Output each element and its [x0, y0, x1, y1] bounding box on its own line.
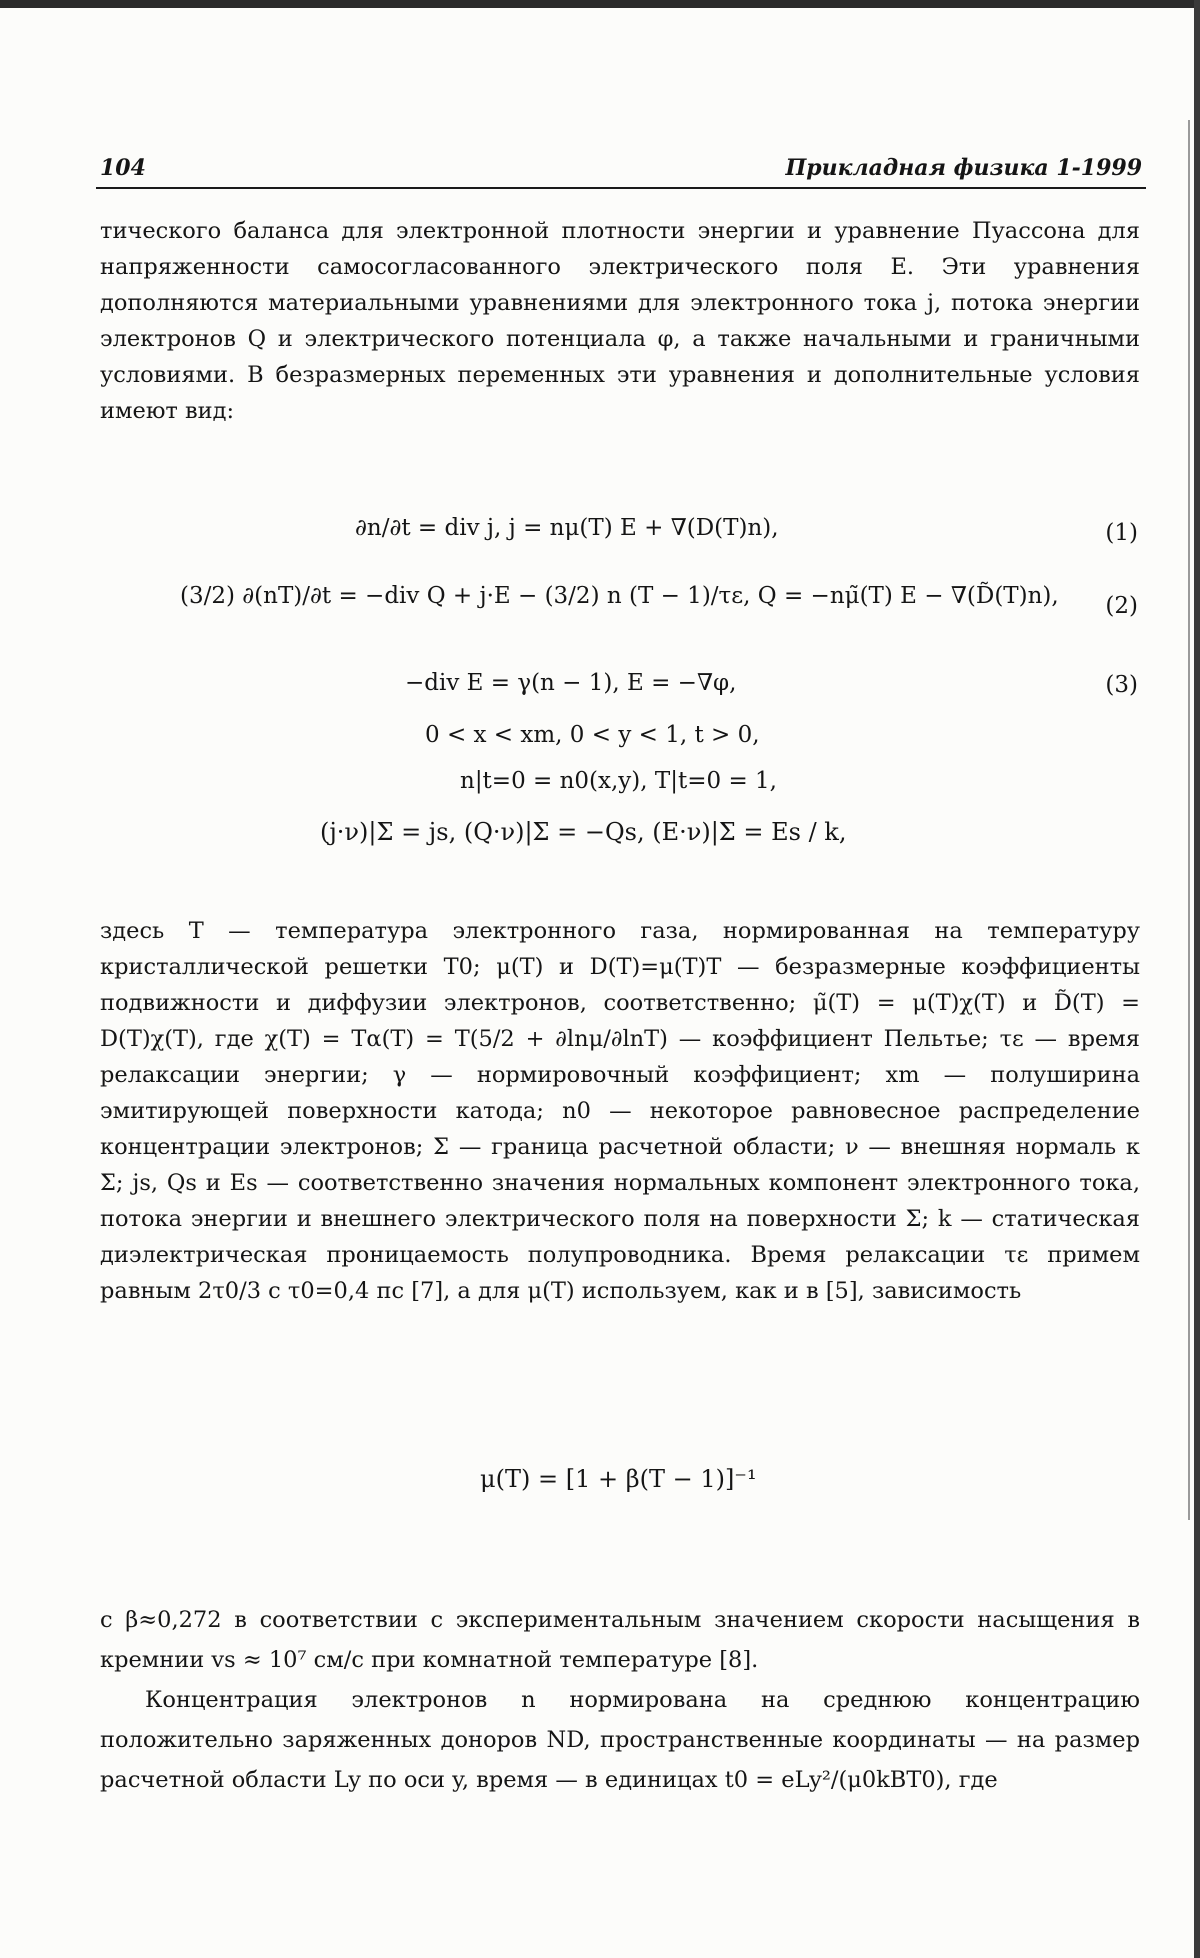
- equation-initial-conditions: n|t=0 = n0(x,y), T|t=0 = 1,: [460, 768, 777, 794]
- equation-domain: 0 < x < xm, 0 < y < 1, t > 0,: [425, 722, 760, 748]
- equation-3: −div E = γ(n − 1), E = −∇φ,: [405, 670, 737, 696]
- equation-number-1: (1): [1105, 520, 1138, 546]
- paragraph-text: тического баланса для электронной плотности энергии и уравнение Пуассона для напряженности самосогласованного электрического поля E. Эти уравнения дополняются материальными уравнениями для электронного тока j, потока энергии электронов Q и электрического потенциала φ, а также начальными и граничными условиями. В безразмерных переменных эти уравнения и дополнительные условия имеют вид:: [100, 218, 1140, 424]
- equation-mobility: μ(T) = [1 + β(T − 1)]⁻¹: [480, 1465, 757, 1493]
- equation-2: (3/2) ∂(nT)/∂t = −div Q + j·E − (3/2) n (T − 1)/τε, Q = −nμ̃(T) E − ∇(D̃(T)n),: [180, 583, 1059, 609]
- equation-number-2: (2): [1105, 593, 1138, 619]
- paragraph-normalization: Концентрация электронов n нормирована на среднюю концентрацию положительно заряженных доноров ND, пространственные координаты — на размер расчетной области Ly по оси y, время — в единицах t0 = eLy²/(μ0kBT0), где: [100, 1687, 1140, 1793]
- paragraph-text: здесь T — температура электронного газа, нормированная на температуру кристаллической решетки T0; μ(T) и D(T)=μ(T)T — безразмерные коэффициенты подвижности и диффузии электронов, соответственно; μ̃(T) = μ(T)χ(T) и D̃(T) = D(T)χ(T), где χ(T) = Tα(T) = T(5/2 + ∂lnμ/∂lnT) — коэффициент Пельтье; τε — время релаксации энергии; γ — нормировочный коэффициент; xm — полуширина эмитирующей поверхности катода; n0 — некоторое равновесное распределение концентрации электронов; Σ — граница расчетной области; ν — внешняя нормаль к Σ; js, Qs и Es — соответственно значения нормальных компонент электронного тока, потока энергии и внешнего электрического поля на поверхности Σ; k — статическая диэлектрическая проницаемость полупроводника. Время релаксации τε примем равным 2τ0/3 с τ0=0,4 пс [7], а для μ(T) используем, как и в [5], зависимость: [100, 918, 1140, 1304]
- paragraph-intro: [100, 213, 1140, 429]
- scan-border-top: [0, 0, 1200, 8]
- paragraph-definitions: [100, 913, 1140, 1309]
- paragraph-saturation: [100, 1600, 1140, 1800]
- running-header: [96, 153, 1146, 189]
- equation-boundary-conditions: (j·ν)|Σ = js, (Q·ν)|Σ = −Qs, (E·ν)|Σ = Es / k,: [320, 818, 847, 846]
- page-number: 104: [100, 155, 146, 181]
- scan-border-right: [1194, 0, 1200, 1958]
- scan-artifact-line: [1188, 120, 1190, 1520]
- equation-1: ∂n/∂t = div j, j = nμ(T) E + ∇(D(T)n),: [355, 515, 779, 541]
- journal-title: Прикладная физика 1-1999: [785, 155, 1142, 181]
- paragraph-text: с β≈0,272 в соответствии с экспериментальным значением скорости насыщения в кремнии vs ≈ 10⁷ см/с при комнатной температуре [8].: [100, 1607, 1140, 1673]
- equation-number-3: (3): [1105, 672, 1138, 698]
